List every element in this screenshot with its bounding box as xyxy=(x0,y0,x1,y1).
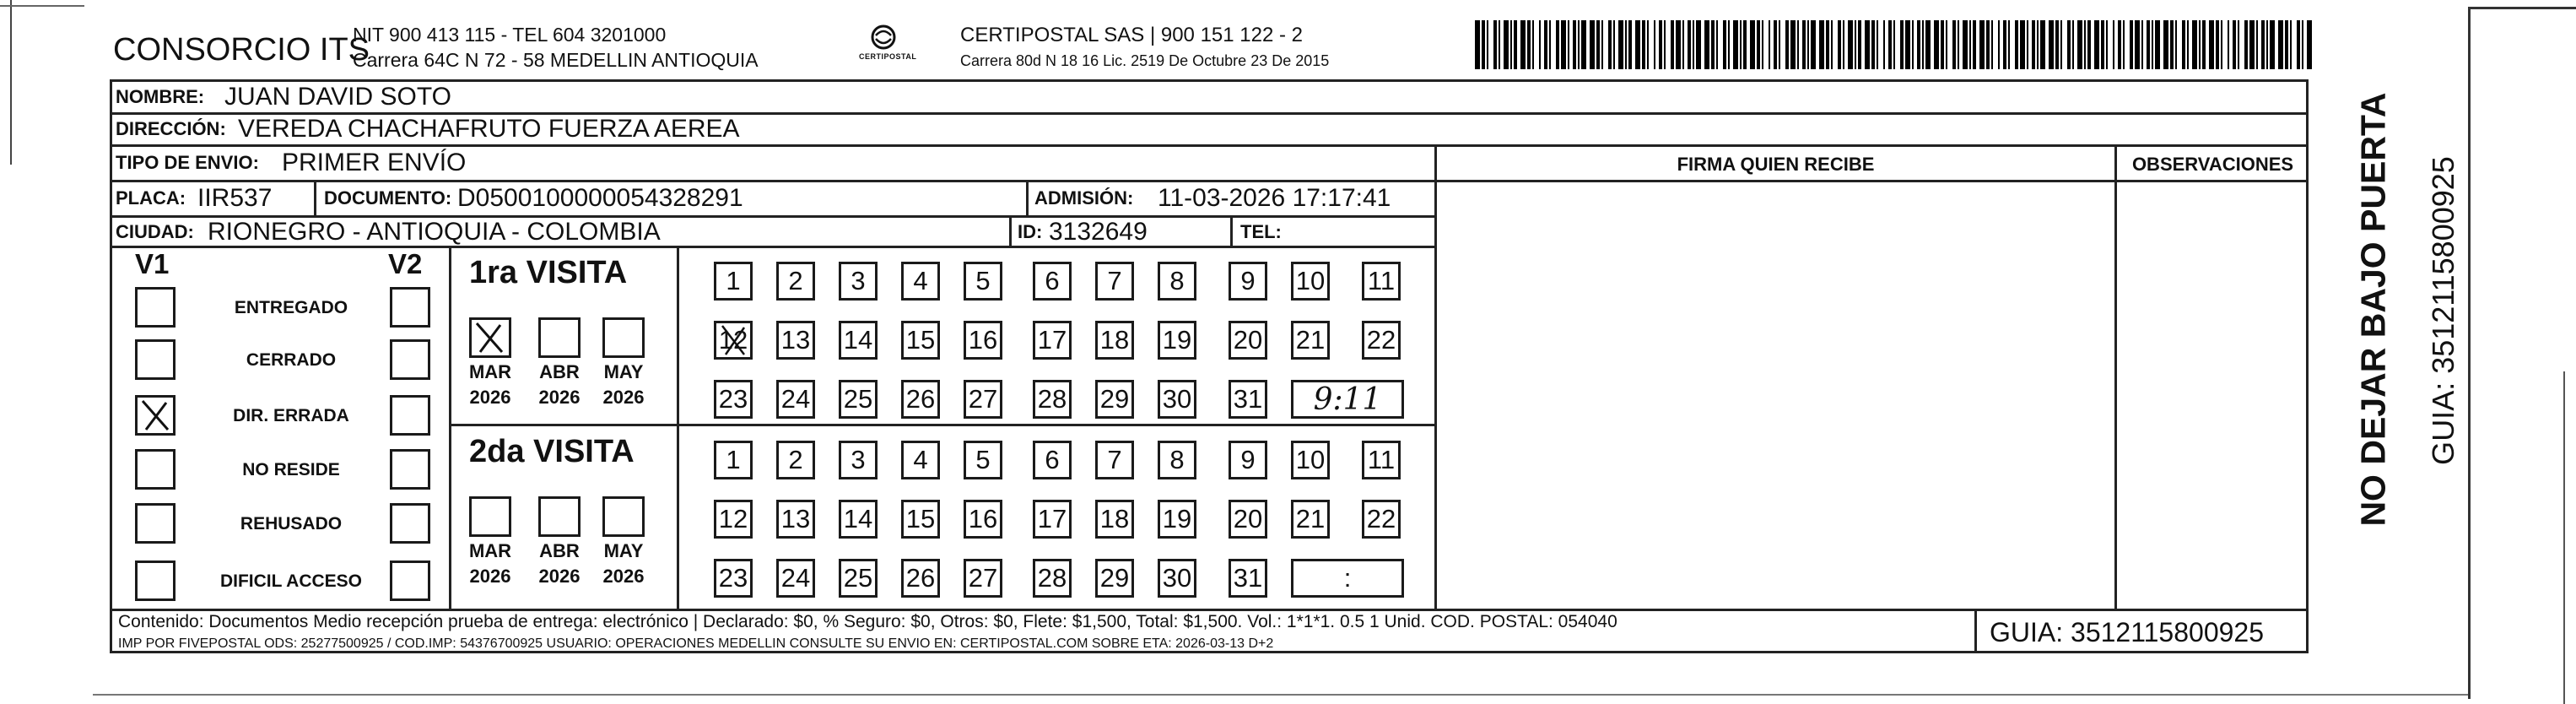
day-box-23[interactable]: 23 xyxy=(714,380,753,419)
logo-icon xyxy=(859,24,908,68)
time-box[interactable]: : xyxy=(1291,559,1404,598)
certipostal-logo xyxy=(859,24,917,68)
month-checkbox-mar[interactable] xyxy=(469,496,511,537)
day-box-26[interactable]: 26 xyxy=(901,380,940,419)
v1-checkbox-5[interactable] xyxy=(135,503,176,544)
day-box-13[interactable]: 13 xyxy=(776,321,815,360)
day-box-15[interactable]: 15 xyxy=(901,500,940,539)
barcode-bar xyxy=(1573,20,1576,69)
barcode-bar xyxy=(2285,20,2288,69)
day-box-18[interactable]: 18 xyxy=(1095,500,1134,539)
barcode-bar xyxy=(2256,20,2258,69)
footer-contenido: Contenido: Documentos Medio recepción prueba de entrega: electrónico | Declarado: $0, % Seguro: $0, Otros: $0, Flete: $1,500, Total: $1,500. Vol.: 1*1*1. 0.5 1 Unid. COD. POSTAL: 054040 xyxy=(118,612,1617,631)
year-label: 2026 xyxy=(469,566,511,587)
barcode-bar xyxy=(1925,20,1931,69)
barcode-bar xyxy=(2101,20,2104,69)
barcode-bar xyxy=(1688,20,1691,69)
barcode-bar xyxy=(2141,20,2143,69)
side-warning: NO DEJAR BAJO PUERTA xyxy=(2353,92,2393,527)
barcode-bar xyxy=(2266,20,2268,69)
barcode-bar xyxy=(2003,20,2006,69)
status-reason-label: CERRADO xyxy=(246,350,337,370)
barcode-bar xyxy=(2238,20,2239,69)
day-box-31[interactable]: 31 xyxy=(1229,559,1267,598)
status-reason-label: REHUSADO xyxy=(240,514,343,533)
barcode-bar xyxy=(1601,20,1603,69)
ciudad-label: CIUDAD: xyxy=(116,221,194,242)
day-box-27[interactable]: 27 xyxy=(964,380,1002,419)
barcode-bar xyxy=(1716,20,1718,69)
barcode-bar xyxy=(2049,20,2054,69)
day-box-31[interactable]: 31 xyxy=(1229,380,1267,419)
barcode-bar xyxy=(1774,20,1777,69)
day-box-12[interactable]: 12 xyxy=(714,500,753,539)
tipo-envio-value: PRIMER ENVÍO xyxy=(282,149,467,176)
day-box-9[interactable]: 9 xyxy=(1229,441,1267,479)
barcode-bar xyxy=(1539,20,1541,69)
barcode-bar xyxy=(1934,20,1939,69)
scan-edge-right xyxy=(2468,7,2471,699)
barcode-bar xyxy=(1671,20,1674,69)
barcode-bar xyxy=(2118,20,2121,69)
status-reason-label: NO RESIDE xyxy=(242,460,340,479)
barcode-bar xyxy=(2072,20,2074,69)
check-x-icon xyxy=(472,320,507,355)
month-label: MAR xyxy=(468,361,512,382)
company-address: Carrera 64C N 72 - 58 MEDELLIN ANTIOQUIA xyxy=(353,49,759,71)
barcode-bar xyxy=(2233,20,2236,69)
barcode-bar xyxy=(1568,20,1569,69)
barcode-bar xyxy=(1779,20,1780,69)
barcode-bar xyxy=(1704,20,1709,69)
scan-edge-left xyxy=(10,0,12,165)
month-checkbox-abr[interactable] xyxy=(538,317,581,358)
day-box-17[interactable]: 17 xyxy=(1033,321,1072,360)
barcode-bar xyxy=(1750,20,1755,69)
v1-checkbox-1[interactable] xyxy=(135,287,176,328)
v2-checkbox-6[interactable] xyxy=(390,560,430,601)
barcode-bar xyxy=(2249,20,2255,69)
day-box-21[interactable]: 21 xyxy=(1291,500,1330,539)
barcode-bar xyxy=(2199,20,2201,69)
day-box-4[interactable]: 4 xyxy=(901,441,940,479)
day-box-29[interactable]: 29 xyxy=(1095,559,1134,598)
visit-title: 2da VISITA xyxy=(469,434,635,469)
year-label: 2026 xyxy=(538,387,581,408)
barcode-bar xyxy=(1504,20,1509,69)
observaciones-label: OBSERVACIONES xyxy=(2131,154,2294,175)
barcode-bar xyxy=(1647,20,1649,69)
tipo-envio-label: TIPO DE ENVIO: xyxy=(116,152,259,173)
day-box-19[interactable]: 19 xyxy=(1158,321,1196,360)
footer-imp: IMP POR FIVEPOSTAL ODS: 25277500925 / COD.IMP: 54376700925 USUARIO: OPERACIONES MEDELLIN CONSULTE SU ENVIO EN: CERTIPOSTAL.COM SOBRE ETA: 2026-03-13 D+2 xyxy=(118,636,1274,651)
barcode-bar xyxy=(2216,20,2219,69)
barcode-bar xyxy=(2152,20,2153,69)
v1-checkbox-2[interactable] xyxy=(135,339,176,380)
day-box-30[interactable]: 30 xyxy=(1158,559,1196,598)
barcode-bar xyxy=(1819,20,1824,69)
barcode-bar xyxy=(2032,20,2035,69)
v2-checkbox-2[interactable] xyxy=(390,339,430,380)
v2-label: V2 xyxy=(388,248,423,279)
month-checkbox-mar[interactable] xyxy=(469,317,511,358)
barcode-bar xyxy=(1711,20,1715,69)
v1-label: V1 xyxy=(135,248,170,279)
day-box-24[interactable]: 24 xyxy=(776,559,815,598)
day-box-7[interactable]: 7 xyxy=(1095,262,1134,301)
barcode-bar xyxy=(1608,20,1612,69)
barcode-bar xyxy=(1482,20,1485,69)
barcode-bar xyxy=(2135,20,2140,69)
barcode-bar xyxy=(2077,20,2082,69)
barcode-bar xyxy=(1811,20,1816,69)
time-box[interactable]: 9:11 xyxy=(1291,380,1404,419)
barcode-bar xyxy=(2209,20,2214,69)
company-nit: NIT 900 413 115 - TEL 604 3201000 xyxy=(353,24,667,46)
barcode-bar xyxy=(2202,20,2206,69)
barcode-bar xyxy=(1991,20,1993,69)
barcode-bar xyxy=(1973,20,1976,69)
barcode-bar xyxy=(1888,20,1892,69)
day-box-2[interactable]: 2 xyxy=(776,262,815,301)
documento-label: DOCUMENTO: xyxy=(324,187,452,208)
barcode-bar xyxy=(1912,20,1914,69)
barcode-bar xyxy=(1556,20,1559,69)
nombre-value: JUAN DAVID SOTO xyxy=(224,83,451,111)
barcode-bar xyxy=(1635,20,1640,69)
barcode-bar xyxy=(1487,20,1488,69)
day-box-4[interactable]: 4 xyxy=(901,262,940,301)
barcode xyxy=(1475,20,2312,69)
day-box-14[interactable]: 14 xyxy=(839,500,878,539)
day-box-20[interactable]: 20 xyxy=(1229,321,1267,360)
direccion-value: VEREDA CHACHAFRUTO FUERZA AEREA xyxy=(238,115,740,143)
barcode-bar xyxy=(2040,20,2045,69)
firma-label: FIRMA QUIEN RECIBE xyxy=(1677,154,1875,175)
signature-area[interactable] xyxy=(1438,182,2113,608)
v2-checkbox-5[interactable] xyxy=(390,503,430,544)
barcode-bar xyxy=(1590,20,1595,69)
barcode-bar xyxy=(1493,20,1497,69)
barcode-bar xyxy=(1696,20,1701,69)
barcode-bar xyxy=(2163,20,2168,69)
barcode-bar xyxy=(1581,20,1586,69)
day-box-11[interactable]: 11 xyxy=(1362,262,1401,301)
barcode-bar xyxy=(1762,20,1763,69)
barcode-bar xyxy=(2182,20,2185,69)
barcode-bar xyxy=(1578,20,1580,69)
barcode-bar xyxy=(2270,20,2275,69)
month-label: MAR xyxy=(468,540,512,561)
carrier-name: CERTIPOSTAL SAS | 900 151 122 - 2 xyxy=(960,24,1303,46)
day-box-21[interactable]: 21 xyxy=(1291,321,1330,360)
day-box-22[interactable]: 22 xyxy=(1362,321,1401,360)
day-box-6[interactable]: 6 xyxy=(1033,262,1072,301)
barcode-bar xyxy=(2037,20,2039,69)
day-box-25[interactable]: 25 xyxy=(839,559,878,598)
day-box-2[interactable]: 2 xyxy=(776,441,815,479)
barcode-bar xyxy=(2113,20,2114,69)
barcode-bar xyxy=(2020,20,2025,69)
day-box-29[interactable]: 29 xyxy=(1095,380,1134,419)
barcode-bar xyxy=(1797,20,1799,69)
barcode-bar xyxy=(1510,20,1512,69)
barcode-bar xyxy=(1979,20,1985,69)
barcode-bar xyxy=(1858,20,1861,69)
day-box-3[interactable]: 3 xyxy=(839,441,878,479)
day-box-8[interactable]: 8 xyxy=(1158,441,1196,479)
day-box-13[interactable]: 13 xyxy=(776,500,815,539)
barcode-bar xyxy=(1969,20,1971,69)
barcode-bar xyxy=(1527,20,1531,69)
month-label: ABR xyxy=(539,361,580,382)
barcode-bar xyxy=(1946,20,1947,69)
barcode-bar xyxy=(2060,20,2062,69)
barcode-bar xyxy=(1664,20,1666,69)
barcode-bar xyxy=(2015,20,2018,69)
barcode-bar xyxy=(1499,20,1500,69)
scan-edge-far-right xyxy=(2563,371,2565,704)
barcode-bar xyxy=(1986,20,1990,69)
barcode-bar xyxy=(1883,20,1885,69)
barcode-bar xyxy=(1596,20,1600,69)
day-box-6[interactable]: 6 xyxy=(1033,441,1072,479)
year-label: 2026 xyxy=(538,566,581,587)
barcode-bar xyxy=(2221,20,2222,69)
day-box-15[interactable]: 15 xyxy=(901,321,940,360)
observations-area[interactable] xyxy=(2118,182,2307,608)
tel-label: TEL: xyxy=(1240,221,1282,242)
barcode-bar xyxy=(2106,20,2108,69)
day-box-30[interactable]: 30 xyxy=(1158,380,1196,419)
barcode-bar xyxy=(1831,20,1833,69)
day-box-16[interactable]: 16 xyxy=(964,500,1002,539)
barcode-bar xyxy=(1625,20,1627,69)
barcode-bar xyxy=(2244,20,2248,69)
barcode-bar xyxy=(2130,20,2133,69)
barcode-bar xyxy=(1561,20,1566,69)
v2-checkbox-3[interactable] xyxy=(390,395,430,436)
year-label: 2026 xyxy=(602,387,645,408)
barcode-bar xyxy=(1865,20,1870,69)
placa-label: PLACA: xyxy=(116,187,186,208)
year-label: 2026 xyxy=(469,387,511,408)
barcode-bar xyxy=(1733,20,1738,69)
month-label: ABR xyxy=(539,540,580,561)
barcode-bar xyxy=(1963,20,1968,69)
barcode-bar xyxy=(2067,20,2071,69)
day-mark-x-icon xyxy=(714,321,753,360)
barcode-bar xyxy=(2094,20,2099,69)
barcode-bar xyxy=(2087,20,2091,69)
barcode-bar xyxy=(1676,20,1681,69)
day-box-5[interactable]: 5 xyxy=(964,262,1002,301)
barcode-bar xyxy=(2008,20,2010,69)
barcode-bar xyxy=(1900,20,1904,69)
day-box-16[interactable]: 16 xyxy=(964,321,1002,360)
barcode-bar xyxy=(1785,20,1789,69)
check-x-icon xyxy=(138,398,173,433)
barcode-bar xyxy=(1826,20,1829,69)
documento-value: D0500100000054328291 xyxy=(457,184,743,212)
v2-checkbox-1[interactable] xyxy=(390,287,430,328)
barcode-bar xyxy=(2170,20,2174,69)
month-label: MAY xyxy=(603,540,644,561)
day-box-3[interactable]: 3 xyxy=(839,262,878,301)
month-checkbox-abr[interactable] xyxy=(538,496,581,537)
barcode-bar xyxy=(1855,20,1856,69)
v1-checkbox-3[interactable] xyxy=(135,395,176,436)
admision-value: 11-03-2026 17:17:41 xyxy=(1158,184,1391,212)
barcode-bar xyxy=(2027,20,2028,69)
month-label: MAY xyxy=(603,361,644,382)
status-reason-label: DIR. ERRADA xyxy=(233,406,349,425)
barcode-bar xyxy=(1682,20,1684,69)
day-box-28[interactable]: 28 xyxy=(1033,380,1072,419)
day-box-8[interactable]: 8 xyxy=(1158,262,1196,301)
barcode-bar xyxy=(2290,20,2292,69)
barcode-bar xyxy=(1757,20,1760,69)
id-value: 3132649 xyxy=(1049,218,1148,246)
barcode-bar xyxy=(2155,20,2160,69)
day-box-10[interactable]: 10 xyxy=(1291,262,1330,301)
visit-title: 1ra VISITA xyxy=(469,255,628,290)
nombre-label: NOMBRE: xyxy=(116,86,205,107)
barcode-bar xyxy=(1958,20,1959,69)
barcode-bar xyxy=(1544,20,1547,69)
day-box-19[interactable]: 19 xyxy=(1158,500,1196,539)
barcode-bar xyxy=(1941,20,1944,69)
barcode-bar xyxy=(1838,20,1841,69)
day-box-20[interactable]: 20 xyxy=(1229,500,1267,539)
day-box-25[interactable]: 25 xyxy=(839,380,878,419)
day-box-26[interactable]: 26 xyxy=(901,559,940,598)
barcode-bar xyxy=(1877,20,1878,69)
barcode-bar xyxy=(1642,20,1645,69)
status-reason-label: ENTREGADO xyxy=(234,298,348,317)
side-text xyxy=(2319,81,2460,579)
barcode-bar xyxy=(2228,20,2229,69)
v1-checkbox-4[interactable] xyxy=(135,449,176,490)
barcode-bar xyxy=(1549,20,1551,69)
barcode-bar xyxy=(1659,20,1662,69)
barcode-bar xyxy=(1790,20,1796,69)
barcode-bar xyxy=(2261,20,2265,69)
barcode-bar xyxy=(1693,20,1694,69)
barcode-bar xyxy=(2175,20,2177,69)
scan-edge-right-top xyxy=(2468,7,2576,9)
day-box-27[interactable]: 27 xyxy=(964,559,1002,598)
id-label: ID: xyxy=(1018,221,1043,242)
day-box-11[interactable]: 11 xyxy=(1362,441,1401,479)
barcode-bar xyxy=(1654,20,1655,69)
day-box-28[interactable]: 28 xyxy=(1033,559,1072,598)
scan-edge-top xyxy=(0,5,84,7)
barcode-bar xyxy=(1893,20,1895,69)
barcode-bar xyxy=(1514,20,1517,69)
day-box-10[interactable]: 10 xyxy=(1291,441,1330,479)
barcode-bar xyxy=(1532,20,1534,69)
scan-edge-bottom xyxy=(93,694,2468,696)
barcode-bar xyxy=(1905,20,1910,69)
barcode-bar xyxy=(1769,20,1770,69)
barcode-bar xyxy=(2187,20,2189,69)
barcode-bar xyxy=(1998,20,2000,69)
barcode-bar xyxy=(1613,20,1615,69)
v1-checkbox-6[interactable] xyxy=(135,560,176,601)
day-box-23[interactable]: 23 xyxy=(714,559,753,598)
barcode-bar xyxy=(1520,20,1526,69)
ciudad-value: RIONEGRO - ANTIOQUIA - COLOMBIA xyxy=(208,218,661,246)
day-box-7[interactable]: 7 xyxy=(1095,441,1134,479)
status-reason-label: DIFICIL ACCESO xyxy=(219,571,362,591)
logo-text: CERTIPOSTAL xyxy=(859,52,917,61)
barcode-bar xyxy=(1843,20,1844,69)
barcode-bar xyxy=(1807,20,1809,69)
day-box-22[interactable]: 22 xyxy=(1362,500,1401,539)
barcode-bar xyxy=(2084,20,2086,69)
barcode-bar xyxy=(1728,20,1730,69)
day-box-9[interactable]: 9 xyxy=(1229,262,1267,301)
day-box-24[interactable]: 24 xyxy=(776,380,815,419)
company-name: CONSORCIO ITS xyxy=(113,32,370,68)
barcode-bar xyxy=(1628,20,1632,69)
day-box-17[interactable]: 17 xyxy=(1033,500,1072,539)
barcode-bar xyxy=(1848,20,1853,69)
year-label: 2026 xyxy=(602,566,645,587)
barcode-bar xyxy=(1618,20,1623,69)
month-checkbox-may[interactable] xyxy=(602,317,645,358)
day-box-14[interactable]: 14 xyxy=(839,321,878,360)
barcode-bar xyxy=(2302,20,2303,69)
day-box-18[interactable]: 18 xyxy=(1095,321,1134,360)
month-checkbox-may[interactable] xyxy=(602,496,645,537)
barcode-bar xyxy=(1922,20,1924,69)
barcode-bar xyxy=(2192,20,2197,69)
barcode-bar xyxy=(1723,20,1726,69)
barcode-bar xyxy=(2297,20,2300,69)
barcode-bar xyxy=(2147,20,2150,69)
day-box-5[interactable]: 5 xyxy=(964,441,1002,479)
barcode-bar xyxy=(2307,20,2312,69)
admision-label: ADMISIÓN: xyxy=(1034,187,1134,208)
side-guia: GUIA: 3512115800925 xyxy=(2426,156,2460,465)
barcode-bar xyxy=(2123,20,2125,69)
barcode-bar xyxy=(1917,20,1920,69)
v2-checkbox-4[interactable] xyxy=(390,449,430,490)
direccion-label: DIRECCIÓN: xyxy=(116,118,226,139)
barcode-bar xyxy=(1802,20,1806,69)
barcode-bar xyxy=(1871,20,1875,69)
barcode-bar xyxy=(1743,20,1747,69)
day-box-1[interactable]: 1 xyxy=(714,441,753,479)
day-box-1[interactable]: 1 xyxy=(714,262,753,301)
barcode-bar xyxy=(2278,20,2283,69)
footer-guia: GUIA: 3512115800925 xyxy=(1990,617,2264,647)
barcode-bar xyxy=(1952,20,1956,69)
barcode-bar xyxy=(1740,20,1742,69)
placa-value: IIR537 xyxy=(197,184,273,212)
barcode-bar xyxy=(2055,20,2059,69)
day-box-12[interactable]: 12 xyxy=(714,321,753,360)
barcode-bar xyxy=(1475,20,1480,69)
carrier-address: Carrera 80d N 18 16 Lic. 2519 De Octubre 23 De 2015 xyxy=(960,52,1330,69)
